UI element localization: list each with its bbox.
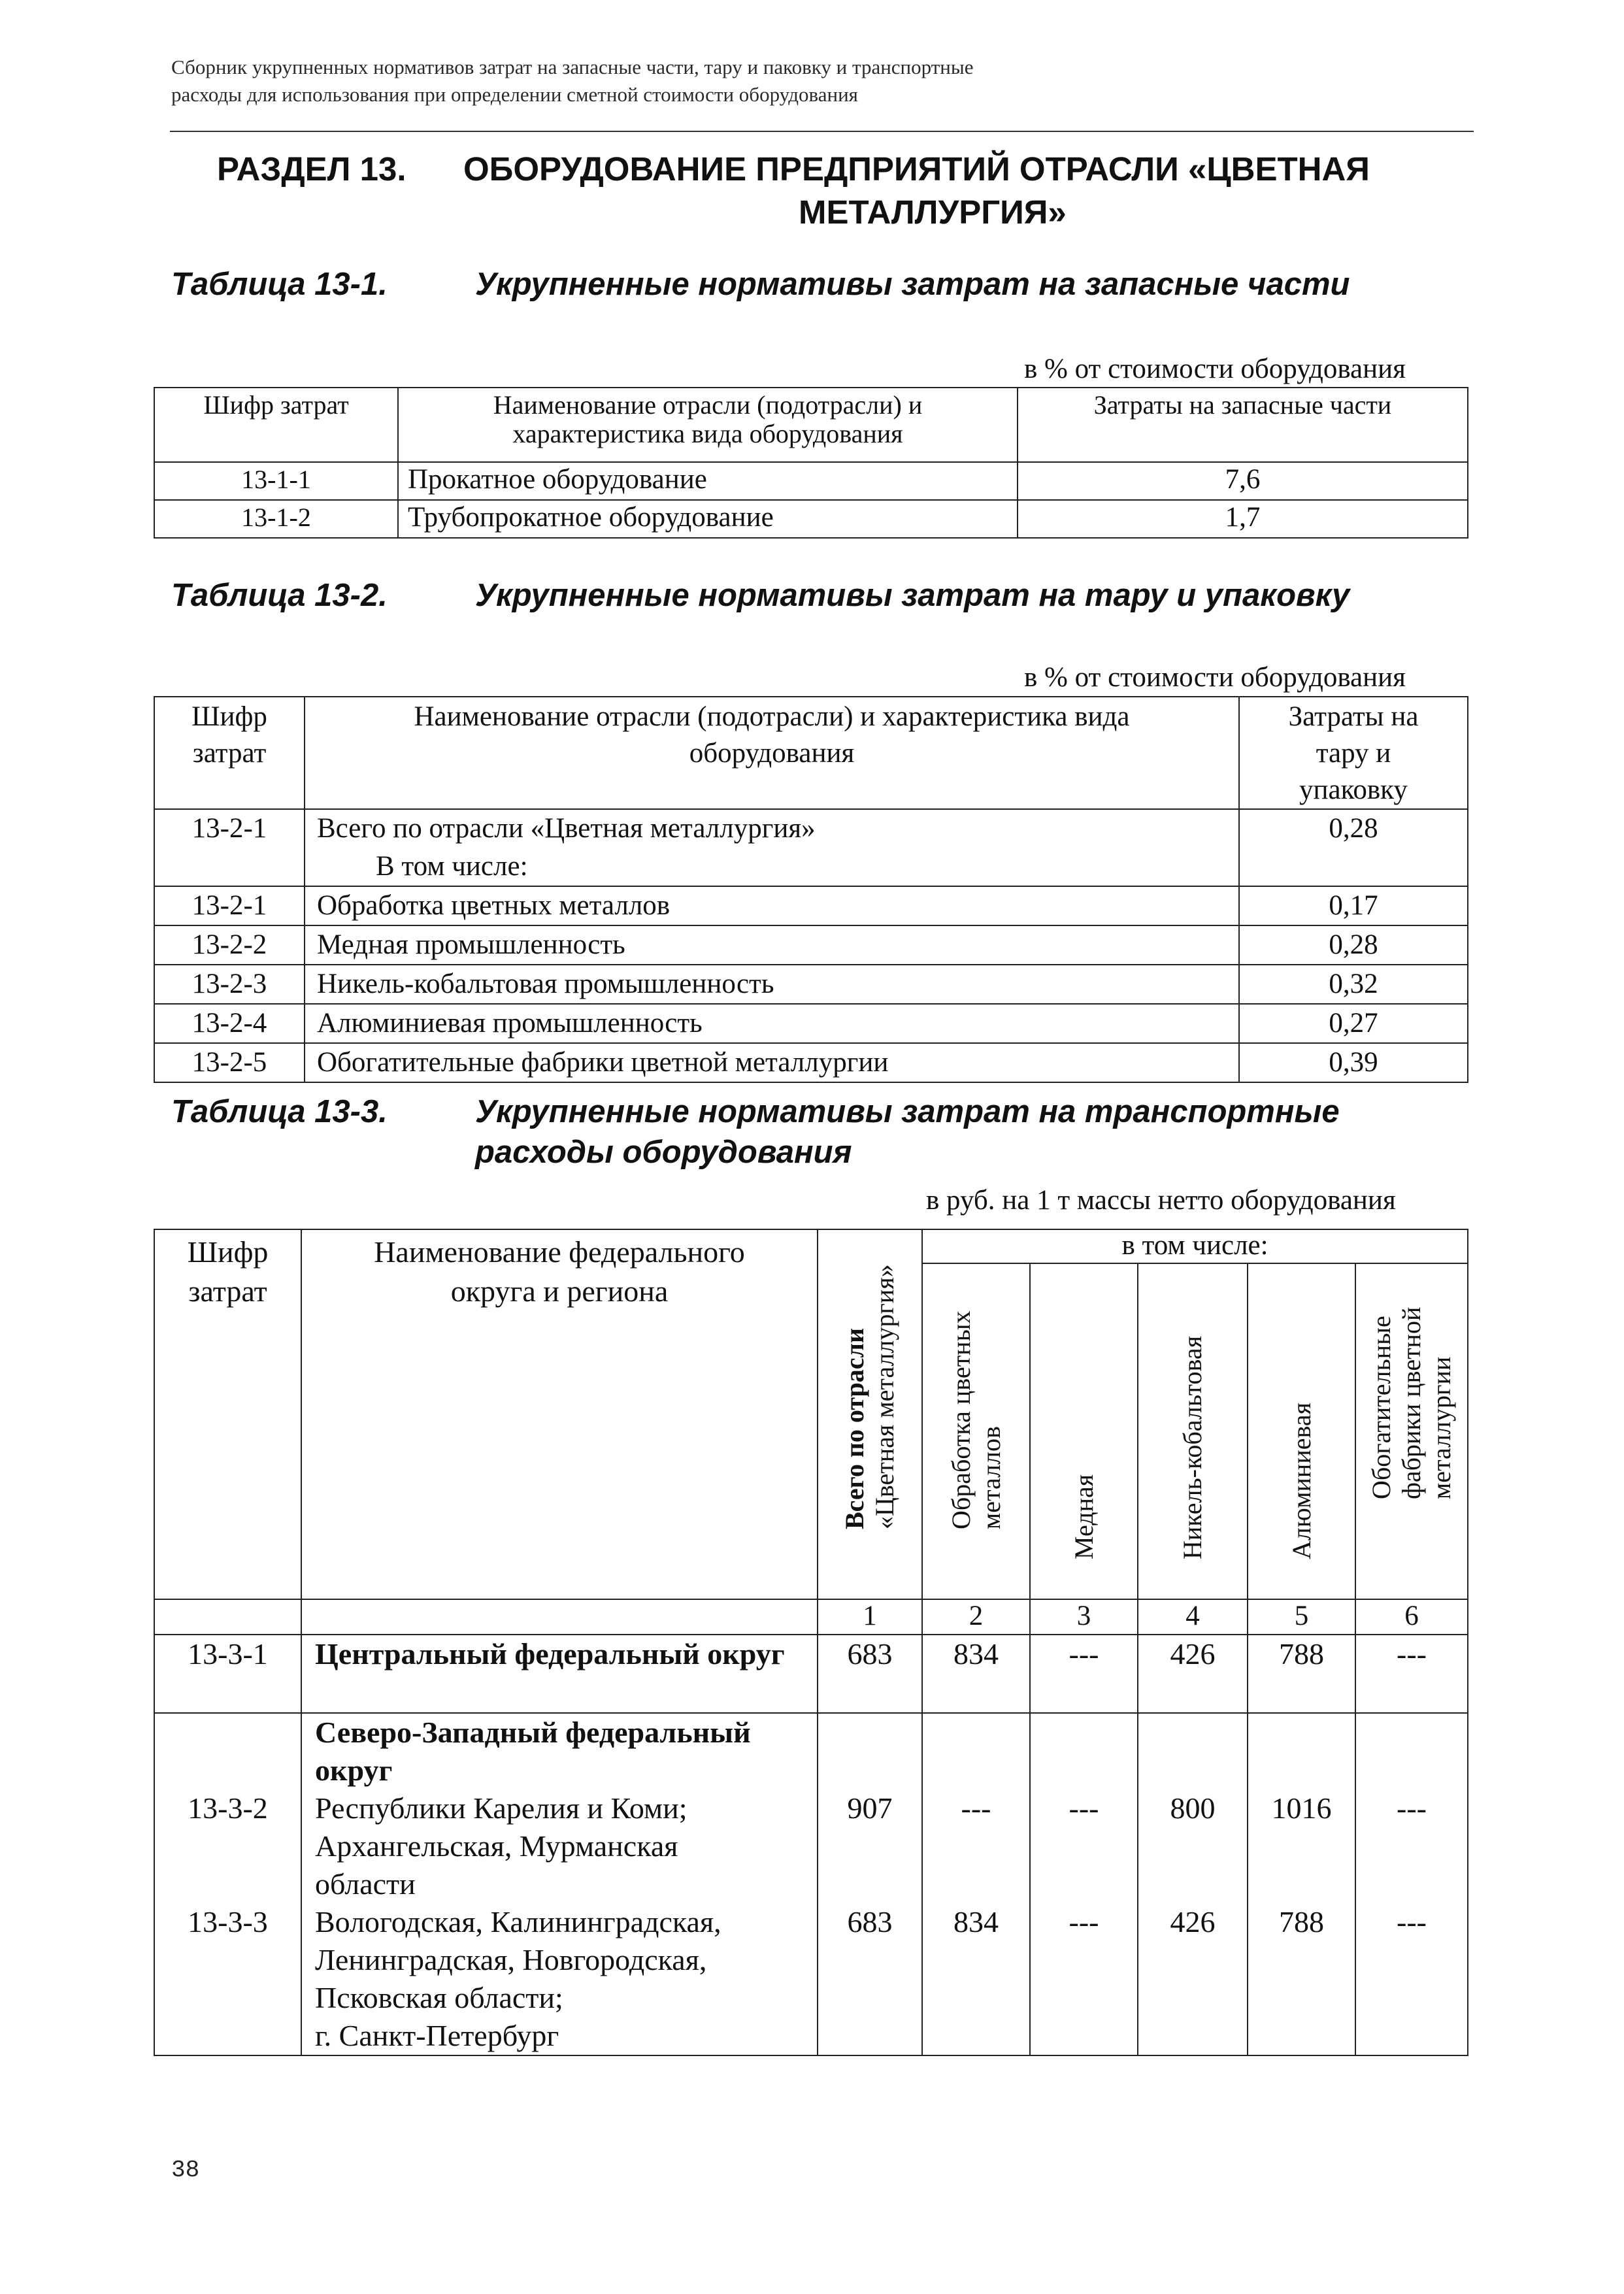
industry-name: Никель-кобальтовая промышленность [305, 965, 1239, 1004]
cost-code: 13-3-3 [188, 1905, 268, 1938]
table-2-title: Укрупненные нормативы затрат на тару и упаковку [475, 578, 1350, 613]
running-header-line-2: расходы для использования при определении сметной стоимости оборудования [171, 83, 858, 106]
cost-value: --- [1397, 1791, 1427, 1825]
cost-code: 13-2-4 [154, 1004, 305, 1043]
spacer [155, 1714, 301, 1789]
empty-cell [154, 1599, 301, 1635]
column-header-nonferrous-processing [922, 1263, 1030, 1599]
spacer [155, 1827, 301, 1903]
table-3-label: Таблица 13-3. [171, 1094, 388, 1129]
cost-value: --- [1069, 1791, 1099, 1825]
column-number: 6 [1355, 1599, 1468, 1635]
table-row [154, 886, 1468, 925]
column-header-text [1367, 1307, 1457, 1499]
table-2-caption [171, 575, 1472, 616]
spacer [923, 1827, 1029, 1903]
page-number: 38 [171, 2157, 200, 2184]
cost-value: 683 [818, 1635, 922, 1713]
district-heading: Северо-Западный федеральный округ [315, 1716, 751, 1787]
cost-value: --- [1030, 1635, 1138, 1713]
table-2-label: Таблица 13-2. [171, 578, 388, 613]
spacer [1356, 1827, 1467, 1903]
industry-name-text: Всего по отрасли «Цветная металлургия» [317, 813, 816, 844]
district-name: Центральный федеральный округ [301, 1635, 818, 1713]
cost-value: 683 [847, 1905, 893, 1938]
table-2-unit: в % от стоимости оборудования [1024, 662, 1406, 693]
table-row [154, 925, 1468, 965]
column-header-name [305, 697, 1239, 809]
column-header-line-3: металлургии [1427, 1356, 1457, 1499]
column-number: 2 [922, 1599, 1030, 1635]
spacer [1138, 1714, 1247, 1789]
table-row [154, 500, 1468, 538]
cost-value: --- [1069, 1905, 1099, 1938]
column-header-text: Медная [1069, 1474, 1099, 1559]
column-header-name [398, 388, 1018, 462]
cost-value-group [818, 1713, 922, 2055]
column-header-name-line-2: округа и региона [450, 1274, 669, 1308]
cost-value: 0,28 [1239, 809, 1468, 886]
spacer [1138, 1827, 1247, 1903]
cost-value: 426 [1170, 1905, 1216, 1938]
region-line: Архангельская, Мурманская [315, 1829, 678, 1863]
column-header-name-line-2: характеристика вида оборудования [512, 419, 903, 448]
column-number: 5 [1248, 1599, 1355, 1635]
cost-value: 1016 [1271, 1791, 1332, 1825]
table-row-group [154, 1713, 1468, 2055]
region-line: Ленинградская, Новгородская, [315, 1943, 707, 1976]
running-header [171, 54, 1472, 108]
table-header-row [154, 388, 1468, 462]
column-header-value [1239, 697, 1468, 809]
column-header-line-2: фабрики цветной [1397, 1306, 1427, 1499]
spacer [1248, 1827, 1355, 1903]
table-3-unit: в руб. на 1 т массы нетто оборудования [926, 1185, 1396, 1216]
table-1-unit: в % от стоимости оборудования [1024, 354, 1406, 384]
cost-value: 834 [953, 1905, 999, 1938]
table-1-label: Таблица 13-1. [171, 267, 388, 302]
column-number: 3 [1030, 1599, 1138, 1635]
cost-value-group [1030, 1713, 1138, 2055]
cost-code: 13-2-2 [154, 925, 305, 965]
column-header-aluminium [1248, 1263, 1355, 1599]
running-header-line-1: Сборник укрупненных нормативов затрат на запасные части, тару и паковку и транспортные [171, 56, 974, 78]
column-header-total [818, 1229, 922, 1599]
column-header-name-line-1: Наименование отрасли (подотрасли) и [493, 390, 923, 420]
column-header-text: Алюминиевая [1286, 1403, 1316, 1559]
equipment-name: Прокатное оборудование [398, 462, 1018, 500]
column-header-value-line-3: упаковку [1299, 774, 1408, 805]
column-header-name-line-1: Наименование отрасли (подотрасли) и характеристика вида [414, 701, 1130, 732]
column-header-nickel-cobalt [1138, 1263, 1248, 1599]
spacer [1031, 1827, 1137, 1903]
spacer [923, 1714, 1029, 1789]
spacer [1356, 1714, 1467, 1789]
column-header-code-line-2: затрат [192, 738, 267, 769]
column-header-line-1: Обработка цветных [946, 1310, 976, 1529]
column-header-name-line-2: оборудования [689, 738, 855, 769]
cost-value: 426 [1138, 1635, 1248, 1713]
column-header-name-line-1: Наименование федерального [374, 1235, 745, 1269]
table-3-title-line-1: Укрупненные нормативы затрат на транспортные [475, 1094, 1340, 1129]
district-group [301, 1713, 818, 2055]
table-header-row [154, 697, 1468, 809]
section-number: РАЗДЕЛ 13. [217, 150, 406, 188]
cost-code: 13-3-2 [188, 1791, 268, 1825]
column-number-row [154, 1599, 1468, 1635]
column-header-code [154, 1229, 301, 1599]
table-row [154, 1004, 1468, 1043]
column-header-concentrating-plants [1355, 1263, 1468, 1599]
cost-code: 13-2-3 [154, 965, 305, 1004]
table-1-caption [171, 264, 1472, 305]
column-number: 1 [818, 1599, 922, 1635]
table-13-2 [154, 696, 1468, 1083]
cost-value: 0,32 [1239, 965, 1468, 1004]
cost-value: 907 [847, 1791, 893, 1825]
industry-name: Обогатительные фабрики цветной металлургии [305, 1043, 1239, 1082]
cost-code: 13-2-1 [154, 809, 305, 886]
table-row [154, 1635, 1468, 1713]
region-line: Псковская области; [315, 1981, 563, 2014]
cost-value: 788 [1248, 1635, 1355, 1713]
column-header-total-text [840, 1264, 900, 1529]
industry-name [305, 809, 1239, 886]
column-header-text: Никель-кобальтовая [1178, 1335, 1207, 1559]
cost-value-group [1138, 1713, 1248, 2055]
spacer [1031, 1714, 1137, 1789]
region-line: г. Санкт-Петербург [315, 2019, 559, 2052]
cost-code: 13-2-1 [154, 886, 305, 925]
table-13-3 [154, 1229, 1468, 2056]
cost-value: 7,6 [1018, 462, 1468, 500]
table-row [154, 462, 1468, 500]
region-line: Республики Карелия и Коми; [315, 1791, 688, 1825]
cost-code: 13-2-5 [154, 1043, 305, 1082]
cost-value: 0,27 [1239, 1004, 1468, 1043]
table-3-caption [171, 1091, 1472, 1172]
empty-cell [301, 1599, 818, 1635]
column-header-code-line-2: затрат [188, 1274, 267, 1308]
cost-value: --- [961, 1791, 991, 1825]
column-header-code [154, 697, 305, 809]
spacer [818, 1714, 921, 1789]
cost-code: 13-1-1 [154, 462, 398, 500]
column-header-copper [1030, 1263, 1138, 1599]
cost-code: 13-1-2 [154, 500, 398, 538]
table-header-row [154, 1229, 1468, 1263]
spacer [1248, 1714, 1355, 1789]
cost-value-group [1355, 1713, 1468, 2055]
region-line: области [315, 1867, 416, 1901]
table-row [154, 1043, 1468, 1082]
table-row-total [154, 809, 1468, 886]
cost-value: 0,28 [1239, 925, 1468, 965]
column-header-line-1: Обогатительные [1367, 1316, 1397, 1499]
spacer [818, 1827, 921, 1903]
column-header-total-line-1: Всего по отрасли [840, 1328, 869, 1529]
industry-name: Алюминиевая промышленность [305, 1004, 1239, 1043]
table-row [154, 965, 1468, 1004]
table-13-1 [154, 387, 1468, 539]
column-header-value: Затраты на запасные части [1018, 388, 1468, 462]
including-note: В том числе: [376, 851, 528, 882]
column-header-value-line-1: Затраты на [1288, 701, 1419, 732]
column-header-text [946, 1311, 1006, 1529]
column-group-header: в том числе: [922, 1229, 1468, 1263]
cost-value: 0,39 [1239, 1043, 1468, 1082]
section-title-line-2: МЕТАЛЛУРГИЯ» [799, 193, 1067, 231]
cost-value: --- [1397, 1905, 1427, 1938]
column-header-value-line-2: тару и [1316, 738, 1391, 769]
column-number: 4 [1138, 1599, 1248, 1635]
region-line: Вологодская, Калининградская, [315, 1905, 721, 1938]
cost-value-group [1248, 1713, 1355, 2055]
cost-value: 834 [922, 1635, 1030, 1713]
cost-value: --- [1355, 1635, 1468, 1713]
cost-value-group [922, 1713, 1030, 2055]
header-divider [170, 131, 1474, 132]
industry-name: Обработка цветных металлов [305, 886, 1239, 925]
cost-code: 13-3-1 [154, 1635, 301, 1713]
column-header-code-line-1: Шифр [191, 701, 267, 732]
equipment-name: Трубопрокатное оборудование [398, 500, 1018, 538]
table-3-title-line-2: расходы оборудования [475, 1135, 852, 1170]
column-header-code-line-1: Шифр [187, 1235, 269, 1269]
table-1-title: Укрупненные нормативы затрат на запасные части [475, 267, 1350, 302]
column-header-line-2: металлов [976, 1426, 1006, 1529]
column-header-total-line-2: «Цветная металлургия» [870, 1264, 899, 1529]
cost-value: 800 [1170, 1791, 1216, 1825]
column-header-code: Шифр затрат [154, 388, 398, 462]
industry-name: Медная промышленность [305, 925, 1239, 965]
cost-value: 0,17 [1239, 886, 1468, 925]
column-header-name [301, 1229, 818, 1599]
section-title-line-1: ОБОРУДОВАНИЕ ПРЕДПРИЯТИЙ ОТРАСЛИ «ЦВЕТНАЯ [463, 150, 1370, 188]
cost-value: 788 [1279, 1905, 1324, 1938]
cost-value: 1,7 [1018, 500, 1468, 538]
cost-code-group [154, 1713, 301, 2055]
